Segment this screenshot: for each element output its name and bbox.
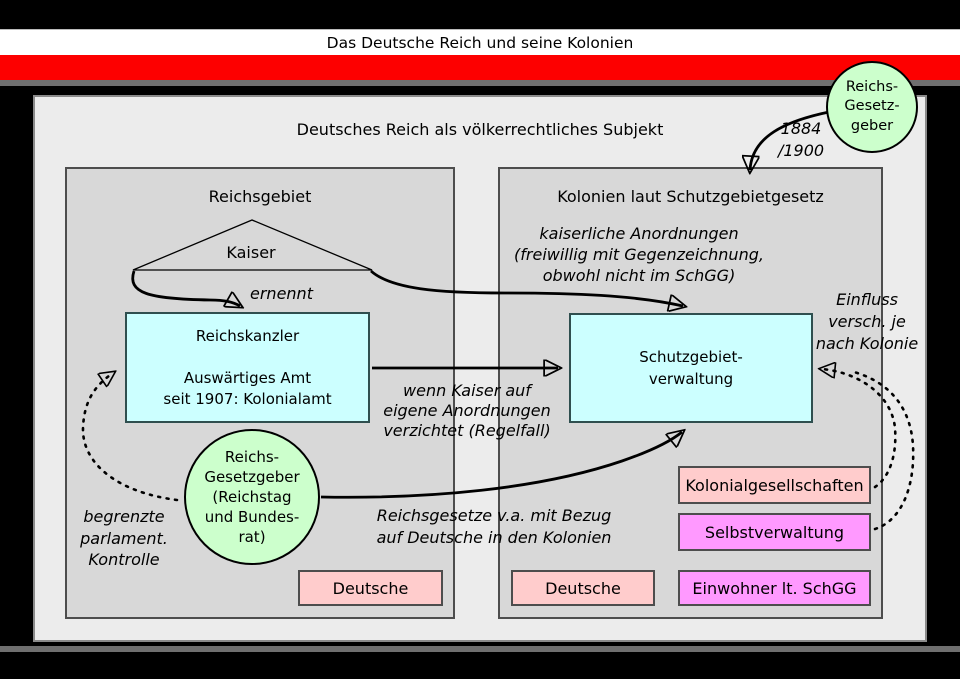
reichsgesetze-note — [362, 505, 626, 548]
badge-line-2: Gesetz- — [844, 98, 900, 115]
wenn-kaiser-line-1: wenn Kaiser auf — [403, 381, 531, 400]
anordnungen-line-3: obwohl nicht im SchGG) — [542, 266, 736, 285]
outer-panel-title: Deutsches Reich als völkerrechtliches Subjekt — [296, 120, 664, 139]
kolonialgesellschaften-box: Kolonialgesellschaften — [678, 466, 871, 504]
reichs-gesetzgeber-badge — [826, 61, 918, 153]
einwohner-box: Einwohner lt. SchGG — [678, 570, 871, 606]
gesetzgeber-line-1: Reichs- — [224, 448, 280, 466]
red-band — [0, 55, 960, 80]
schutzgebiet-box — [569, 313, 813, 423]
kontrolle-line-3: Kontrolle — [88, 550, 160, 569]
reichskanzler-line-3: Auswärtiges Amt — [183, 368, 312, 387]
kontrolle-line-2: parlament. — [80, 528, 168, 548]
schutzgebiet-line-2: verwaltung — [648, 370, 734, 388]
schutzgebiet-line-1: Schutzgebiet- — [639, 348, 743, 366]
badge-line-1: Reichs- — [845, 78, 899, 95]
badge-line-3: geber — [850, 117, 894, 134]
einfluss-line-1: Einfluss — [836, 290, 898, 309]
reichskanzler-line-4: seit 1907: Kolonialamt — [163, 389, 332, 408]
kolonien-panel-title: Kolonien laut Schutzgebietgesetz — [557, 187, 824, 206]
gray-divider-top — [0, 80, 960, 86]
einfluss-note — [806, 289, 928, 355]
wenn-kaiser-line-3: verzichtet (Regelfall) — [383, 421, 551, 440]
reichsgesetze-line-2: auf Deutsche in den Kolonien — [376, 527, 612, 547]
gesetzgeber-line-3: (Reichstag — [212, 488, 292, 506]
einfluss-line-3: nach Kolonie — [815, 334, 919, 353]
year-line-2: /1900 — [777, 141, 825, 160]
einfluss-line-2: versch. je — [828, 312, 906, 331]
gray-divider-bottom — [0, 646, 960, 652]
anordnungen-line-1: kaiserliche Anordnungen — [539, 224, 739, 243]
wenn-kaiser-line-2: eigene Anordnungen — [383, 401, 551, 420]
deutsche-box-left: Deutsche — [298, 570, 443, 606]
reichsgesetze-line-1: Reichsgesetze v.a. mit Bezug — [376, 506, 612, 525]
year-line-1: 1884 — [780, 119, 822, 138]
reichsgebiet-panel-title: Reichsgebiet — [208, 187, 312, 206]
selbstverwaltung-box: Selbstverwaltung — [678, 513, 871, 551]
gesetzgeber-line-4: und Bundes- — [204, 508, 300, 526]
ernennt-label: ernennt — [250, 284, 313, 303]
page-banner-title: Das Deutsche Reich und seine Kolonien — [0, 29, 960, 55]
reichskanzler-box — [125, 312, 370, 423]
kaiser-label: Kaiser — [226, 243, 276, 262]
deutsche-box-right: Deutsche — [511, 570, 655, 606]
kontrolle-note — [58, 506, 190, 571]
wenn-kaiser-note — [357, 381, 577, 441]
reichskanzler-line-1: Reichskanzler — [195, 326, 300, 345]
gesetzgeber-line-2: Gesetzgeber — [204, 468, 300, 486]
kontrolle-line-1: begrenzte — [83, 507, 165, 526]
anordnungen-line-2: (freiwillig mit Gegenzeichnung, — [514, 245, 764, 264]
gesetzgeber-line-5: rat) — [238, 528, 266, 546]
reichs-gesetzgeber-circle — [184, 429, 320, 565]
anordnungen-note — [507, 223, 771, 286]
